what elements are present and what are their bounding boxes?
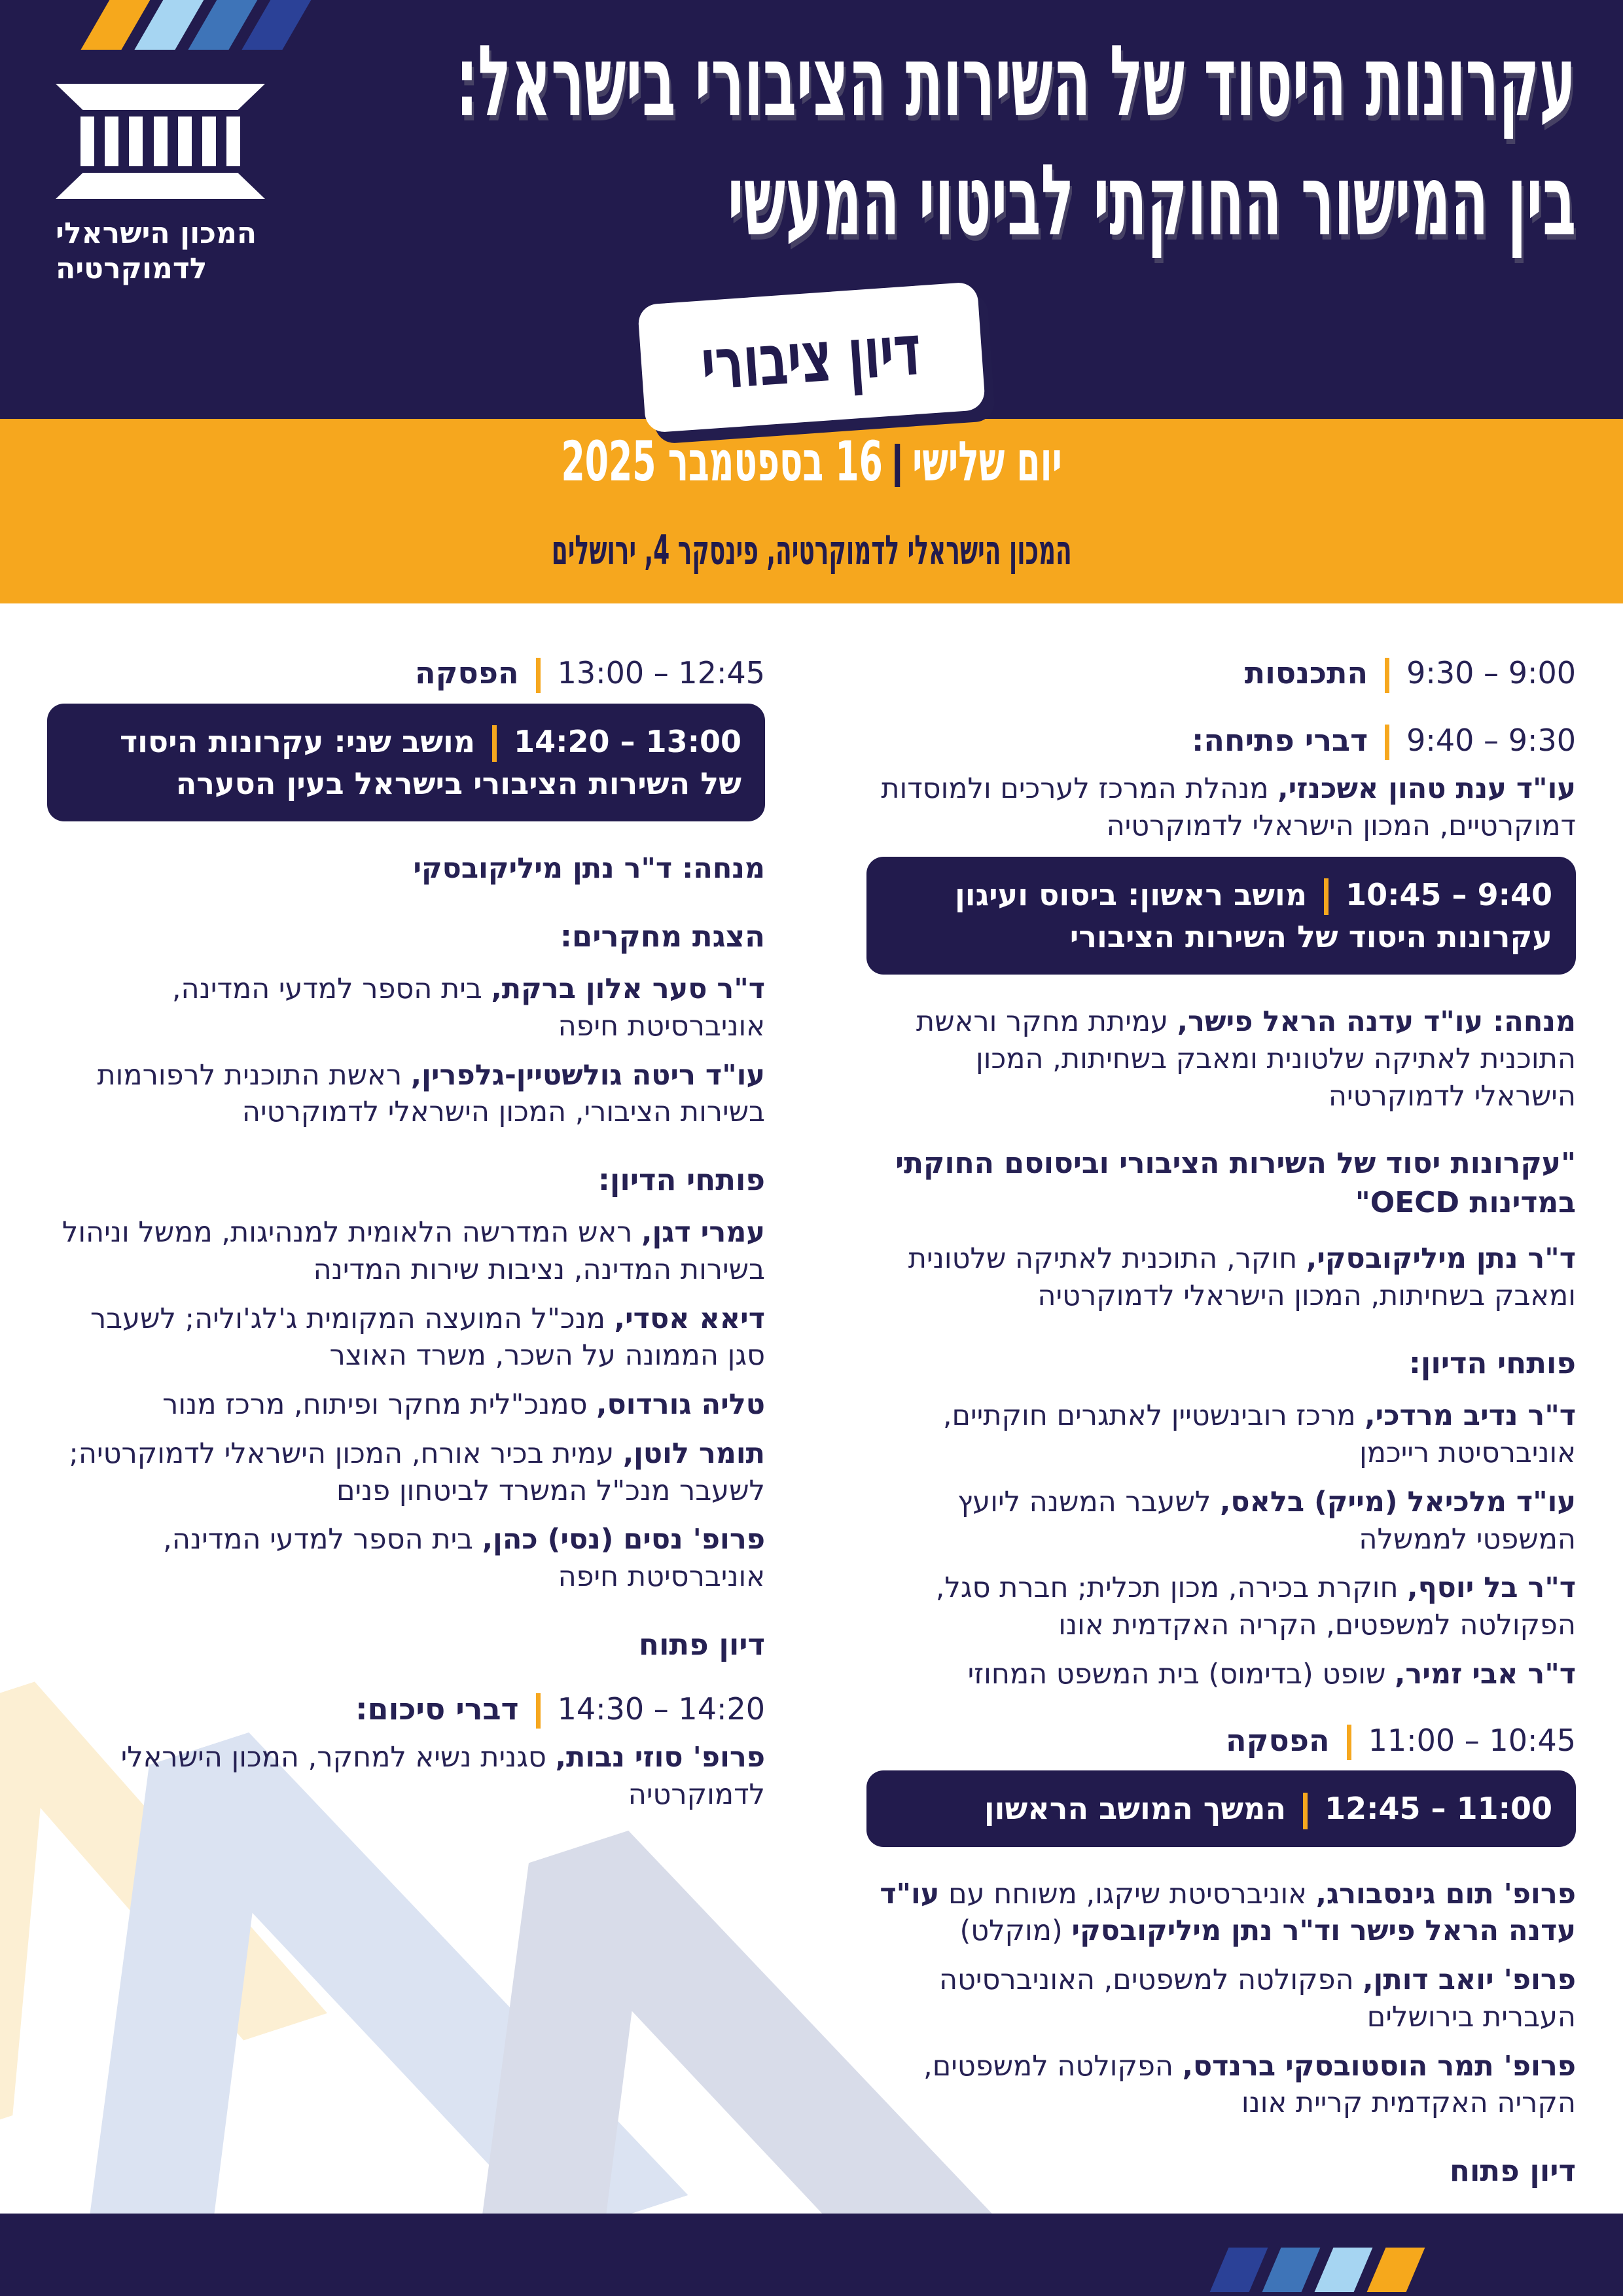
speaker-role: הפקולטה למשפטים, האוניברסיטה העברית בירושלים — [938, 1964, 1576, 2034]
section-heading: דיון פתוח — [1450, 2153, 1576, 2189]
session-header — [47, 704, 765, 822]
session-header — [866, 857, 1576, 975]
session-title: מושב ראשון: ביסוס ועיגון עקרונות היסוד של השירות הציבורי — [954, 876, 1552, 954]
speaker-role: בית הספר למדעי המדינה, אוניברסיטת חיפה — [163, 1523, 765, 1594]
schedule-column-afternoon — [47, 655, 765, 2205]
speaker-role: חוקר, התוכנית לאתיקה שלטונית ומאבק בשחיתות, המכון הישראלי לדמוקרטיה — [908, 1242, 1576, 1312]
speaker-role: חוקרת בכירה, מכון תכלית; חברת סגל, הפקולטה למשפטים, הקריה האקדמית אונו — [935, 1571, 1576, 1642]
speaker-entry — [866, 770, 1576, 845]
speaker-name: ד"ר סער אלון ברקת, — [491, 973, 765, 1006]
section-heading: הצגת מחקרים: — [560, 919, 765, 954]
speaker-role: עמיתת מחקר וראשת התוכנית לאתיקה שלטונית ומאבק בשחיתות, המכון הישראלי לדמוקרטיה — [916, 1005, 1576, 1113]
speaker-name: ד"ר נתן מיליקובסקי, — [1306, 1242, 1576, 1275]
schedule-row — [866, 1722, 1576, 1761]
footer-stripes-decoration — [1219, 2248, 1416, 2292]
speaker-entry — [866, 1570, 1576, 1644]
speaker-name: ד"ר בל יוסף, — [1407, 1571, 1576, 1605]
speaker-entry — [866, 1240, 1576, 1315]
speaker-name: מנחה: ד"ר נתן מיליקובסקי — [413, 852, 765, 886]
schedule-row — [47, 655, 765, 693]
speaker-role: שופט (בדימוס) בית המשפט המחוזי — [967, 1657, 1395, 1691]
speaker-name: פרופ' תום גינסבורג, — [1315, 1877, 1576, 1910]
stripe-orange-icon — [1367, 2248, 1425, 2292]
speaker-entry — [866, 1003, 1576, 1115]
session-time: 11:00 – 12:45 — [1325, 1791, 1552, 1827]
speaker-name: ד"ר נדיב מרדכי, — [1364, 1399, 1576, 1433]
date-separator-bar — [895, 444, 900, 487]
section-heading: דיון פתוח — [639, 1626, 765, 1662]
speaker-entry — [866, 1876, 1576, 1950]
speaker-role: בית הספר למדעי המדינה, אוניברסיטת חיפה — [171, 973, 765, 1043]
speaker-name: פרופ' נסים (נסי) כהן, — [482, 1523, 765, 1556]
speaker-entry — [47, 850, 765, 888]
session-time: 9:40 – 10:45 — [1346, 876, 1552, 912]
speaker-name: דיאא אסדי, — [614, 1302, 765, 1335]
speaker-role: סגנית נשיא למחקר, המכון הישראלי לדמוקרטיה — [120, 1741, 765, 1812]
speaker-entry — [866, 2048, 1576, 2123]
public-discussion-badge — [637, 281, 986, 433]
speaker-name: עו"ד עדנה הראל פישר וד"ר נתן מיליקובסקי — [880, 1877, 1576, 1948]
event-date-full: 16 בספטמבר 2025 — [561, 429, 883, 493]
schedule-column-morning — [866, 655, 1576, 2205]
speaker-name: עו"ד מלכיאל (מייק) בלאס, — [1220, 1485, 1576, 1518]
time-range: 10:45 – 11:00 — [1368, 1722, 1576, 1758]
speaker-name: עמרי דגן, — [641, 1216, 765, 1249]
speaker-name: פרופ' יואב דותן, — [1363, 1964, 1576, 1997]
speaker-name: ד"ר אבי זמיר, — [1395, 1657, 1576, 1691]
section-heading: פותחי הדיון: — [1408, 1346, 1576, 1381]
logo-text-line1: המכון הישראלי — [56, 217, 257, 250]
session-header — [866, 1770, 1576, 1846]
schedule-row — [866, 722, 1576, 761]
schedule-row — [47, 1691, 765, 1729]
logo-text-line2: לדמוקרטיה — [56, 252, 207, 285]
footer — [0, 2214, 1623, 2296]
speaker-role: לשעבר המשנה ליועץ המשפטי לממשלה — [957, 1485, 1576, 1556]
section-heading: פותחי הדיון: — [597, 1162, 765, 1198]
separator-bar — [492, 725, 497, 762]
speaker-entry — [47, 1214, 765, 1289]
title-line-1: עקרונות היסוד של השירות הציבורי בישראל: — [455, 25, 1576, 139]
speaker-role: ראשת התוכנית לרפורמות בשירות הציבורי, המכון הישראלי לדמוקרטיה — [97, 1058, 765, 1129]
event-day: יום שלישי — [912, 429, 1062, 493]
speaker-entry — [47, 1057, 765, 1132]
speaker-entry — [47, 971, 765, 1045]
title-line-2: בין המישור החוקתי לביטוי המעשי — [727, 144, 1576, 258]
stripe-mid-blue-icon — [1262, 2248, 1321, 2292]
session-title: מושב שני: עקרונות היסוד של השירות הציבורי בישראל בעין הסערה — [120, 723, 741, 801]
speaker-name: פרופ' תמר הוסטובסקי ברנדס, — [1182, 2049, 1576, 2083]
row-label: התכנסות — [1244, 655, 1368, 691]
speaker-name: מנחה: עו"ד עדנה הראל פישר, — [1177, 1005, 1576, 1039]
separator-bar — [1324, 878, 1329, 915]
speaker-entry — [47, 1521, 765, 1596]
speaker-role: מרכז רובינשטיין לאתגרים חוקתיים, אוניברסיטת רייכמן — [942, 1399, 1576, 1470]
speaker-role: הפקולטה למשפטים, הקריה האקדמית קריית אונו — [923, 2049, 1576, 2120]
stripe-light-blue-icon — [1315, 2248, 1373, 2292]
speaker-role: מנהלת המרכז לערכים ולמוסדות דמוקרטיים, המכון הישראלי לדמוקרטיה — [881, 772, 1576, 842]
time-range: 9:00 – 9:30 — [1406, 655, 1576, 691]
time-range: 14:20 – 14:30 — [557, 1691, 765, 1727]
time-range: 9:30 – 9:40 — [1406, 722, 1576, 758]
speaker-entry — [866, 1484, 1576, 1558]
speaker-entry — [47, 1435, 765, 1510]
speaker-role: מנכ"ל המועצה המקומית ג'לג'וליה; לשעבר סגן הממונה על השכר, משרד האוצר — [90, 1302, 765, 1372]
separator-bar — [1303, 1793, 1308, 1829]
speaker-name: טליה גורדוס, — [596, 1388, 765, 1422]
row-label: הפסקה — [1225, 1722, 1330, 1758]
separator-bar — [1347, 1725, 1351, 1760]
speaker-role: סמנכ"לית מחקר ופיתוח, מרכז מנור — [162, 1388, 597, 1422]
row-label: דברי סיכום: — [355, 1691, 519, 1727]
speaker-entry — [866, 1656, 1576, 1693]
speaker-name: עו"ד ריטה גולשטיין-גלפרין, — [410, 1058, 765, 1092]
separator-bar — [536, 1693, 541, 1729]
speaker-role: (מוקלט) — [959, 1914, 1072, 1948]
page-title — [0, 22, 1576, 260]
session-title: המשך המושב הראשון — [984, 1791, 1287, 1827]
schedule-row — [866, 655, 1576, 693]
speaker-name: עו"ד ענת טהון אשכנזי, — [1277, 772, 1576, 805]
speaker-name: תומר לוטן, — [622, 1437, 765, 1470]
time-range: 12:45 – 13:00 — [557, 655, 765, 691]
session-time: 13:00 – 14:20 — [514, 723, 741, 759]
event-location: המכון הישראלי לדמוקרטיה, פינסקר 4, ירושלים — [551, 526, 1072, 574]
separator-bar — [536, 658, 541, 693]
speaker-entry — [866, 1397, 1576, 1472]
speaker-role: עמית בכיר אורח, המכון הישראלי לדמוקרטיה; לשעבר מנכ"ל המשרד לביטחון פנים — [69, 1437, 765, 1507]
speaker-entry — [866, 1962, 1576, 2036]
separator-bar — [1385, 658, 1389, 693]
badge-label: דיון ציבורי — [699, 308, 924, 406]
row-label: הפסקה — [414, 655, 519, 691]
talk-title: "עקרונות יסוד של השירות הציבורי וביסוסם החוקתי במדינות OECD" — [895, 1146, 1576, 1220]
separator-bar — [1385, 725, 1389, 760]
speaker-entry — [47, 1386, 765, 1424]
event-date — [0, 429, 1623, 493]
speaker-role: ראש המדרשה הלאומית למנהיגות, ממשל וניהול בשירות המדינה, נציבות שירות המדינה — [62, 1216, 765, 1286]
row-label: דברי פתיחה: — [1191, 722, 1368, 758]
speaker-entry — [47, 1739, 765, 1814]
speaker-entry — [47, 1300, 765, 1375]
schedule — [0, 603, 1623, 2205]
stripe-dark-blue-icon — [1210, 2248, 1268, 2292]
speaker-role: אוניברסיטת שיקגו, משוחח עם — [939, 1877, 1316, 1910]
speaker-name: פרופ' סוזי נבות, — [555, 1741, 765, 1774]
